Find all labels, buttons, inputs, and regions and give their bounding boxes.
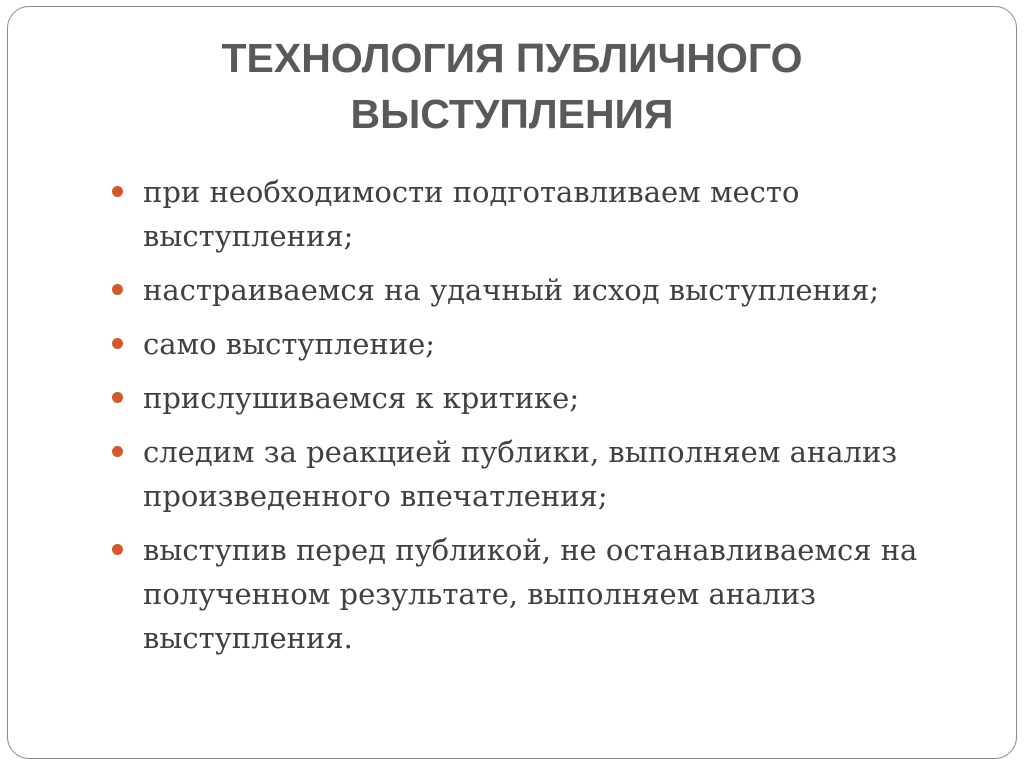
bullet-text: выступив перед публикой, не останавливаемся на полученном результате, выполняем анализ выступления. (143, 533, 918, 655)
bullet-item-prepare-venue (112, 170, 992, 258)
bullet-item-criticism (112, 376, 992, 420)
bullet-dot-icon (112, 392, 123, 403)
bullet-item-mindset (112, 268, 992, 312)
slide-title (0, 30, 1024, 142)
bullet-dot-icon (112, 338, 123, 349)
bullet-dot-icon (112, 544, 123, 555)
bullet-dot-icon (112, 186, 123, 197)
bullet-item-post-analysis (112, 528, 992, 660)
bullet-item-audience-reaction (112, 430, 992, 518)
title-line-1: ТЕХНОЛОГИЯ ПУБЛИЧНОГО (221, 35, 803, 81)
bullet-text: следим за реакцией публики, выполняем анализ произведенного впечатления; (143, 435, 898, 513)
bullet-dot-icon (112, 446, 123, 457)
bullet-text: при необходимости подготавливаем место выступления; (143, 175, 800, 253)
bullet-text: само выступление; (143, 327, 436, 361)
bullet-text: прислушиваемся к критике; (143, 381, 580, 415)
bullet-text: настраиваемся на удачный исход выступления; (143, 273, 880, 307)
bullet-dot-icon (112, 284, 123, 295)
title-line-2: ВЫСТУПЛЕНИЯ (350, 91, 674, 137)
bullet-list (112, 170, 992, 670)
bullet-item-performance (112, 322, 992, 366)
